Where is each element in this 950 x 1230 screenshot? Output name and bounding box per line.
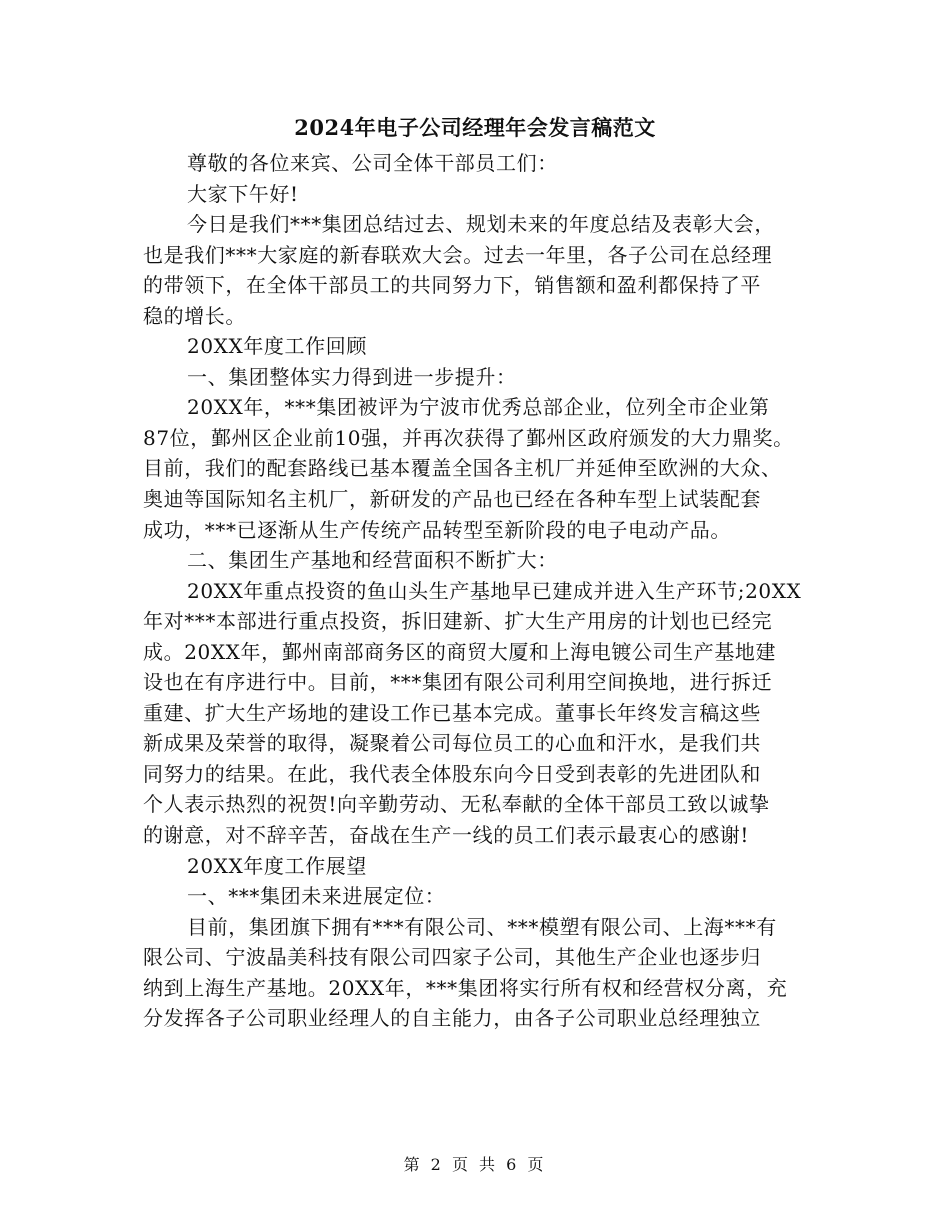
subsection-heading: 一、***集团未来进展定位： <box>187 884 446 909</box>
body-line: 今日是我们***集团总结过去、规划未来的年度总结及表彰大会， <box>187 212 775 237</box>
body-line: 设也在有序进行中。目前，***集团有限公司利用空间换地，进行拆迁 <box>143 670 773 695</box>
body-line: 分发挥各子公司职业经理人的自主能力，由各子公司职业总经理独立 <box>143 1006 761 1031</box>
page-number-footer: 第 2 页 共 6 页 <box>403 1155 547 1174</box>
body-line: 重建、扩大生产场地的建设工作已基本完成。董事长年终发言稿这些 <box>143 700 761 725</box>
body-line: 成功，***已逐渐从生产传统产品转型至新阶段的电子电动产品。 <box>143 517 731 542</box>
body-line: 纳到上海生产基地。20XX年，***集团将实行所有权和经营权分离，充 <box>143 975 788 1000</box>
body-line: 新成果及荣誉的取得，凝聚着公司每位员工的心血和汗水，是我们共 <box>143 731 761 756</box>
document-body <box>143 148 823 1034</box>
body-line: 大家下午好! <box>187 181 299 206</box>
section-heading: 20XX年度工作展望 <box>187 853 367 878</box>
body-line: 20XX年，***集团被评为宁波市优秀总部企业，位列全市企业第 <box>187 395 770 420</box>
body-line: 目前，我们的配套路线已基本覆盖全国各主机厂并延伸至欧洲的大众、 <box>143 456 782 481</box>
body-line: 也是我们***大家庭的新春联欢大会。过去一年里，各子公司在总经理 <box>143 242 773 267</box>
body-line: 个人表示热烈的祝贺!向辛勤劳动、无私奉献的全体干部员工致以诚挚 <box>143 792 770 817</box>
body-line: 限公司、宁波晶美科技有限公司四家子公司，其他生产企业也逐步归 <box>143 945 761 970</box>
body-line: 的谢意，对不辞辛苦，奋战在生产一线的员工们表示最衷心的感谢! <box>143 823 750 848</box>
body-line: 稳的增长。 <box>143 303 246 328</box>
body-line: 年对***本部进行重点投资，拆旧建新、扩大生产用房的计划也已经完 <box>143 609 773 634</box>
subsection-heading: 一、集团整体实力得到进一步提升： <box>187 364 517 389</box>
body-line: 同努力的结果。在此，我代表全体股东向今日受到表彰的先进团队和 <box>143 761 761 786</box>
body-line: 20XX年重点投资的鱼山头生产基地早已建成并进入生产环节;20XX <box>187 578 802 603</box>
body-line: 成。20XX年，鄞州南部商务区的商贸大厦和上海电镀公司生产基地建 <box>143 639 777 664</box>
body-line: 87位，鄞州区企业前10强，并再次获得了鄞州区政府颁发的大力鼎奖。 <box>143 425 794 450</box>
subsection-heading: 二、集团生产基地和经营面积不断扩大： <box>187 548 558 573</box>
body-line: 的带领下，在全体干部员工的共同努力下，销售额和盈利都保持了平 <box>143 273 761 298</box>
document-title: 2024年电子公司经理年会发言稿范文 <box>294 115 656 140</box>
body-line: 尊敬的各位来宾、公司全体干部员工们： <box>187 151 558 175</box>
body-line: 目前，集团旗下拥有***有限公司、***模塑有限公司、上海***有 <box>187 914 777 939</box>
section-heading: 20XX年度工作回顾 <box>187 334 367 359</box>
body-line: 奥迪等国际知名主机厂，新研发的产品也已经在各种车型上试装配套 <box>143 487 761 512</box>
